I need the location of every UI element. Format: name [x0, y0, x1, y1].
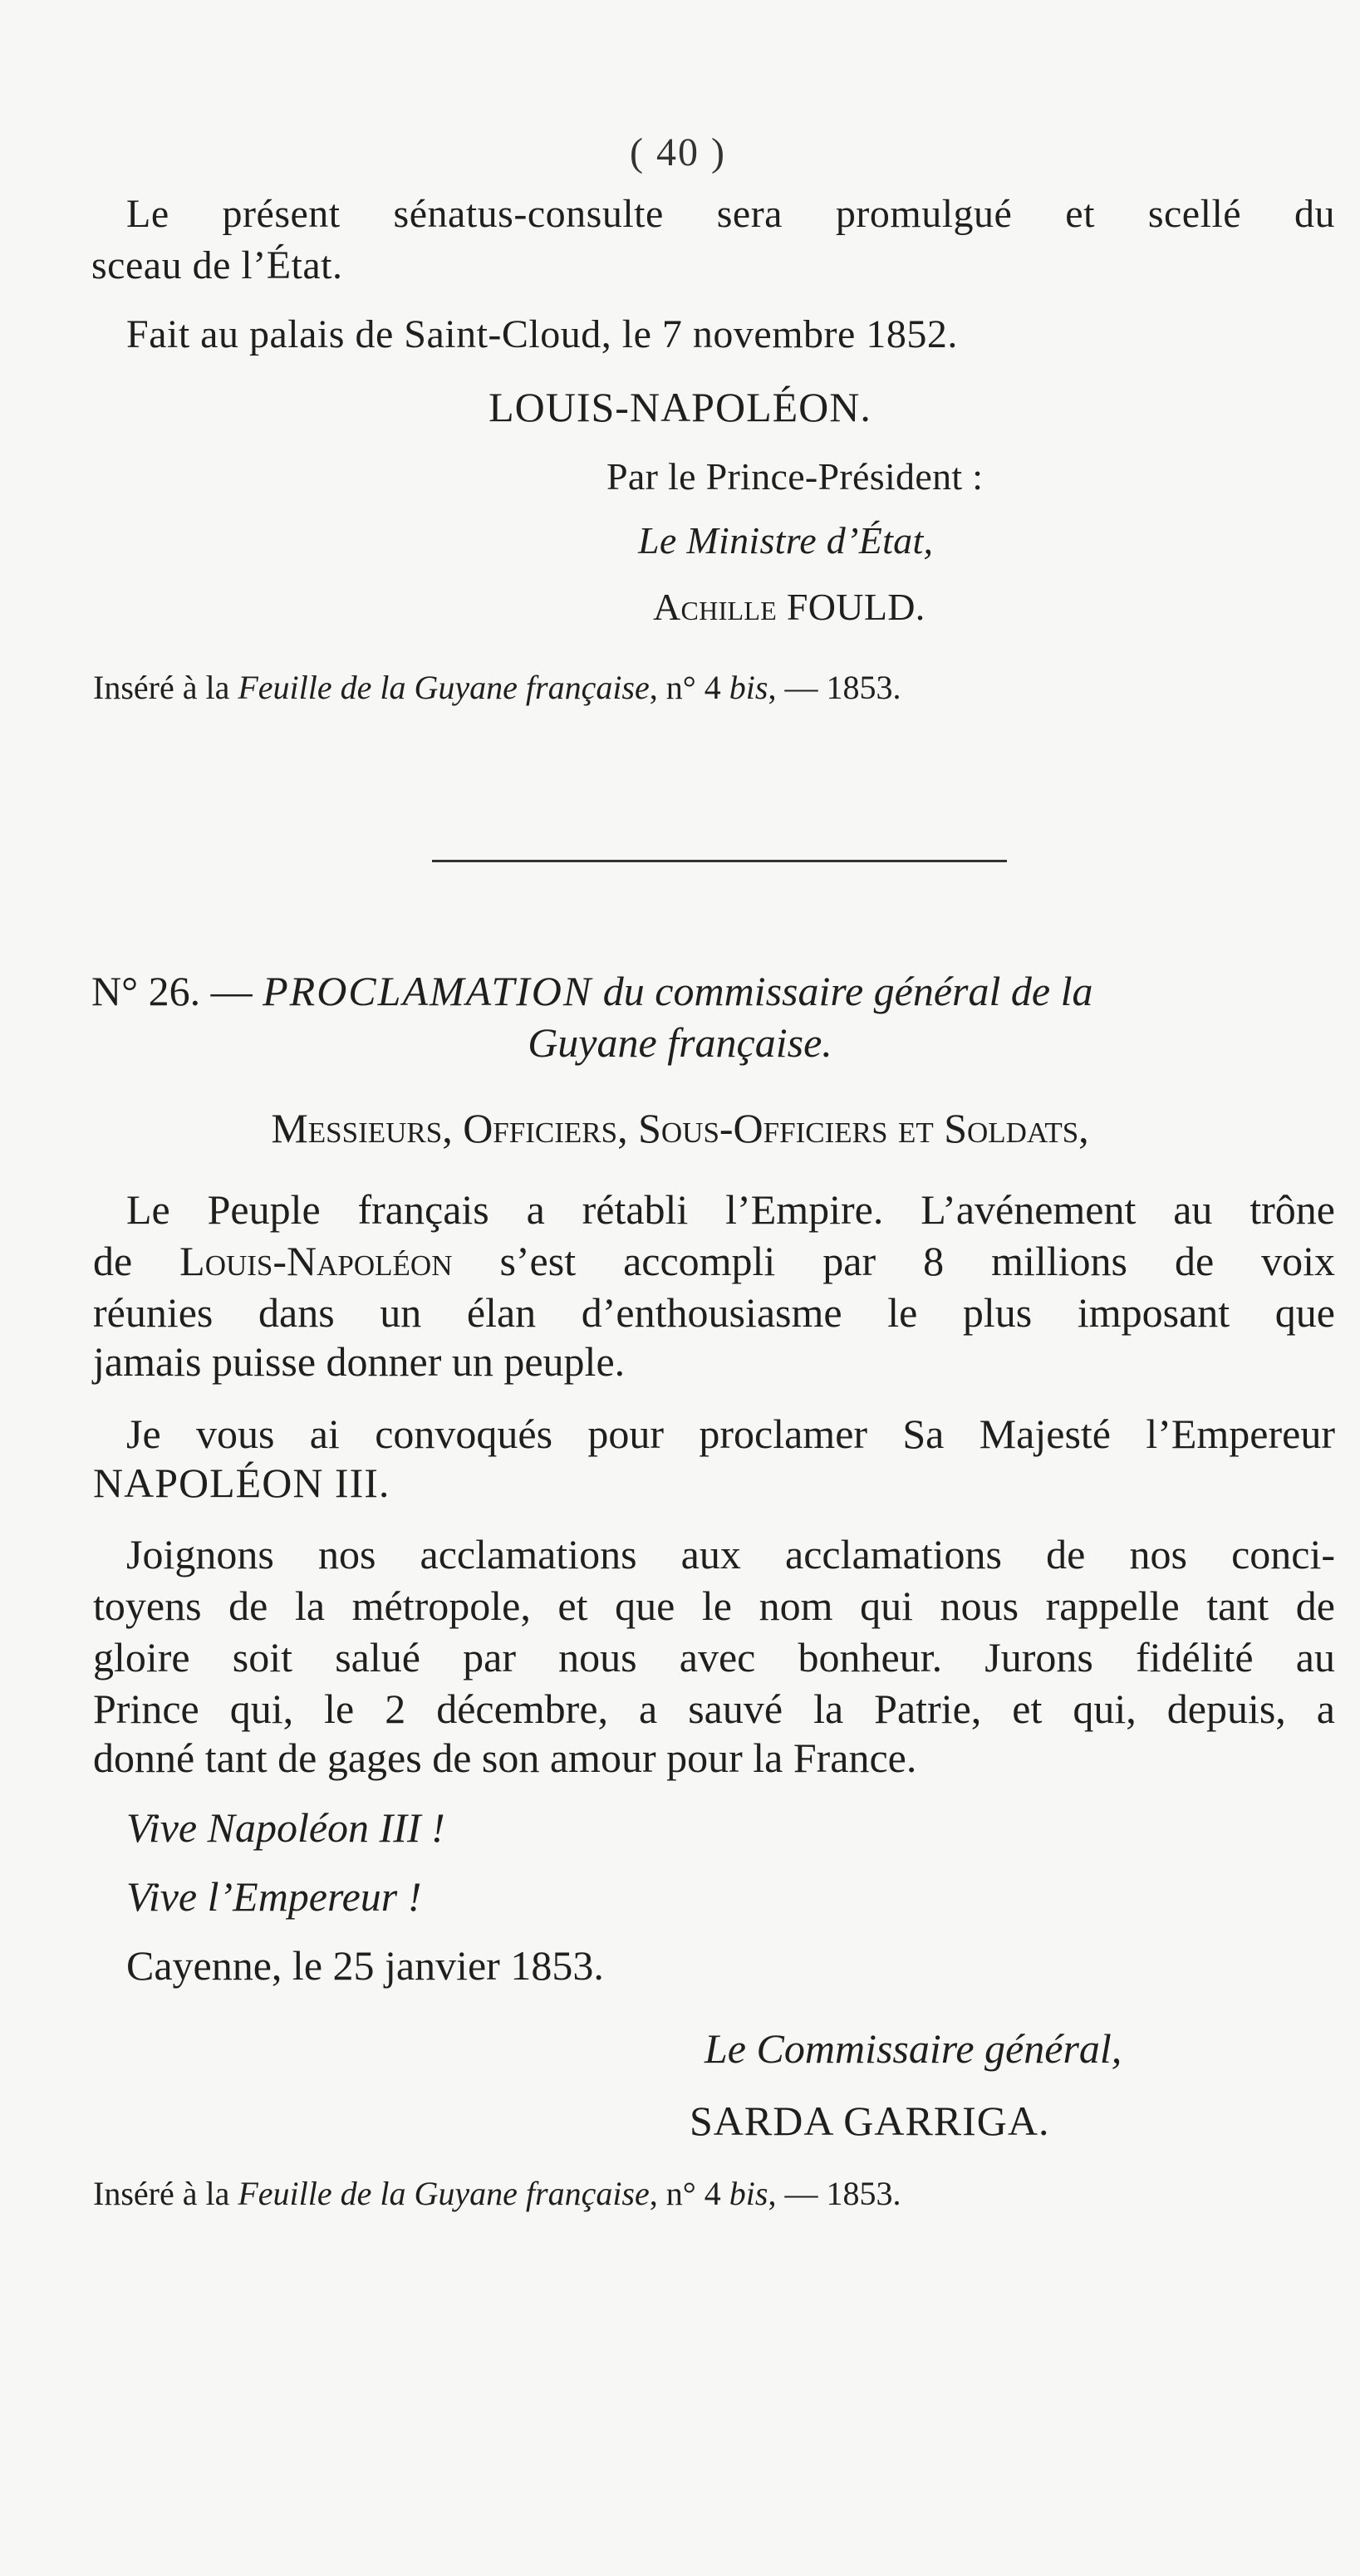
signatory-title: Le Commissaire général, — [705, 2025, 1122, 2072]
para3-line-5: donné tant de gages de son amour pour la France. — [93, 1735, 917, 1781]
insert-year: , — 1853. — [768, 669, 901, 706]
decree-line-2: sceau de l’État. — [91, 243, 343, 287]
para1-name: Louis-Napoléon — [179, 1238, 453, 1284]
cheer-empereur: Vive l’Empereur ! — [126, 1873, 422, 1920]
para1-line-3: réunies dans un élan d’enthousiasme le plus imposant que — [93, 1289, 1335, 1336]
page-number: ( 40 ) — [630, 130, 726, 174]
para1-line-2-post: s’est accompli par 8 millions de voix — [452, 1238, 1335, 1284]
minister-last-name: FOULD. — [786, 586, 925, 628]
proclamation-title-main: PROCLAMATION — [263, 968, 593, 1014]
decree-done-at: Fait au palais de Saint-Cloud, le 7 novembre 1852. — [126, 312, 958, 356]
signatory-name: SARDA GARRIGA. — [690, 2098, 1050, 2144]
decree-insertion-note — [93, 669, 901, 707]
decree-by-prince: Par le Prince-Président : — [606, 455, 984, 498]
para1-line-1: Le Peuple français a rétabli l’Empire. L’avénement au trône — [126, 1186, 1335, 1233]
proclamation-number: N° 26. — — [91, 968, 263, 1014]
proclamation-insertion-note — [93, 2175, 901, 2213]
decree-minister-signature — [653, 586, 925, 630]
decree-minister-title: Le Ministre d’État, — [638, 519, 934, 562]
section-divider — [432, 860, 1007, 862]
para3-line-1: Joignons nos acclamations aux acclamations de nos conci- — [126, 1531, 1335, 1577]
proclamation-title-line-2: Guyane française. — [528, 1019, 832, 1066]
para2-line-1: Je vous ai convoqués pour proclamer Sa Majesté l’Empereur — [126, 1411, 1335, 1457]
insert-year: , — 1853. — [768, 2175, 901, 2212]
place-date: Cayenne, le 25 janvier 1853. — [126, 1942, 604, 1989]
insert-pre: Inséré à la — [93, 669, 238, 706]
insert-journal: Feuille de la Guyane française — [238, 669, 650, 706]
minister-first-name: Achille — [653, 586, 778, 628]
para3-line-2: toyens de la métropole, et que le nom qui nous rappelle tant de — [93, 1582, 1335, 1629]
para3-line-4: Prince qui, le 2 décembre, a sauvé la Patrie, et qui, depuis, a — [93, 1685, 1335, 1732]
para1-line-4: jamais puisse donner un peuple. — [93, 1338, 626, 1385]
para3-line-3: gloire soit salué par nous avec bonheur. Jurons fidélité au — [93, 1634, 1335, 1681]
proclamation-title-rest: du commissaire général de la — [592, 968, 1093, 1014]
insert-journal: Feuille de la Guyane française — [238, 2175, 650, 2212]
insert-pre: Inséré à la — [93, 2175, 238, 2212]
cheer-napoleon: Vive Napoléon III ! — [126, 1804, 445, 1851]
decree-line-1: Le présent sénatus-consulte sera promulgué et scellé du — [126, 192, 1335, 236]
insert-post: , n° 4 — [649, 669, 729, 706]
insert-bis: bis — [729, 2175, 768, 2212]
para1-line-2-pre: de — [93, 1238, 180, 1284]
insert-post: , n° 4 — [649, 2175, 729, 2212]
proclamation-address: Messieurs, Officiers, Sous-Officiers et Soldats, — [271, 1105, 1089, 1151]
decree-signatory: LOUIS-NAPOLÉON. — [489, 384, 871, 430]
para1-line-2 — [93, 1235, 1335, 1287]
insert-bis: bis — [729, 669, 768, 706]
para2-line-2: NAPOLÉON III. — [93, 1460, 390, 1506]
proclamation-heading — [91, 968, 1093, 1016]
